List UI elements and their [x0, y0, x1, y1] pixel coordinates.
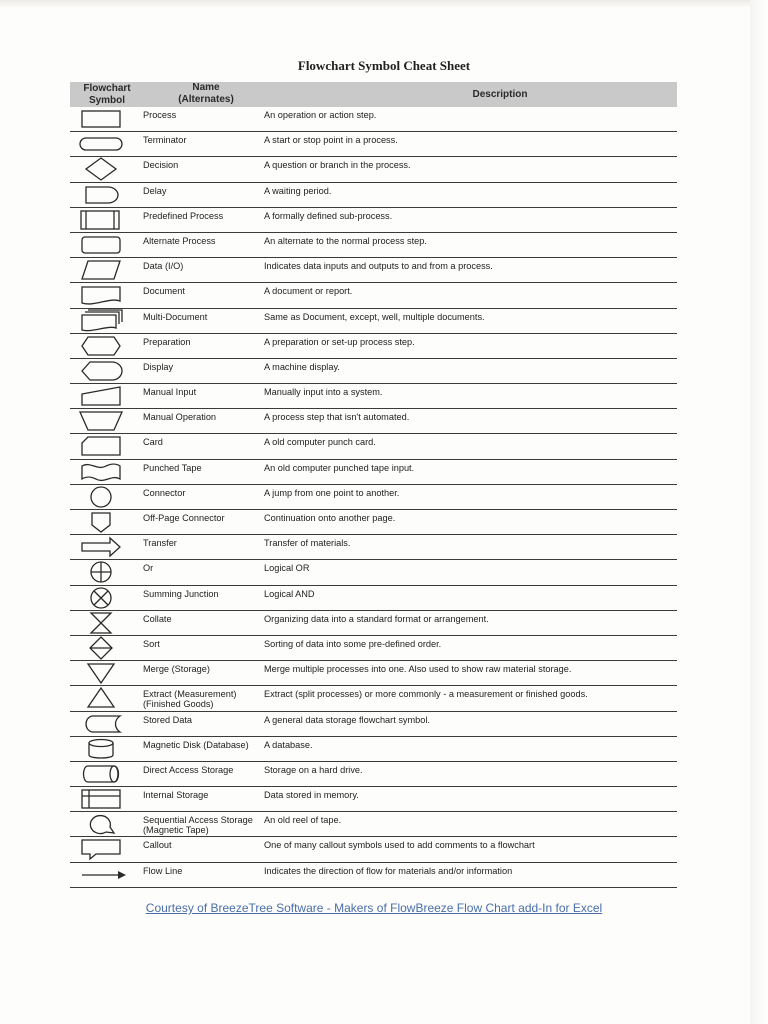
symbol-description: Extract (split processes) or more commonly - a measurement or finished goods.: [264, 689, 588, 700]
table-row: [70, 409, 677, 434]
symbol-name: Document: [143, 286, 185, 297]
table-row: [70, 510, 677, 535]
symbol-name: Merge (Storage): [143, 664, 210, 675]
off-page-connector-icon: [70, 510, 134, 534]
symbol-name: Display: [143, 361, 174, 372]
symbol-description: An old reel of tape.: [264, 815, 342, 826]
table-row: [70, 183, 677, 208]
symbol-name: Delay: [143, 185, 167, 196]
symbol-description: Storage on a hard drive.: [264, 764, 363, 775]
symbol-name: Predefined Process: [143, 210, 224, 221]
symbol-name: Data (I/O): [143, 261, 184, 272]
symbol-name: Off-Page Connector: [143, 513, 225, 523]
table-row: [70, 233, 677, 258]
stored-data-icon: [70, 712, 134, 736]
flow-line-icon: [70, 863, 134, 887]
extract-icon: [70, 686, 134, 710]
table-row: [70, 334, 677, 359]
symbol-description: A waiting period.: [264, 185, 332, 196]
symbol-name: Callout: [143, 840, 172, 851]
symbol-name: Direct Access Storage: [143, 764, 234, 775]
table-row: [70, 837, 677, 862]
symbol-name: Sequential Access Storage (Magnetic Tape): [143, 815, 253, 836]
symbol-description: A general data storage flowchart symbol.: [264, 714, 430, 725]
footer-credit-link[interactable]: Courtesy of BreezeTree Software - Makers of FlowBreeze Flow Chart add-In for Excel: [145, 901, 603, 915]
terminator-icon: [70, 132, 134, 156]
connector-icon: [70, 485, 134, 509]
header-symbol-line2: Symbol: [88, 95, 126, 106]
or-icon: [70, 560, 134, 584]
header-name: [166, 82, 246, 106]
table-row: [70, 460, 677, 485]
header-name-line1: Name: [192, 82, 220, 93]
symbol-description: Same as Document, except, well, multiple documents.: [264, 311, 485, 322]
scan-shadow-top: [0, 0, 768, 8]
summing-junction-icon: [70, 586, 134, 610]
symbol-name: Flow Line: [143, 865, 183, 876]
manual-input-icon: [70, 384, 134, 408]
symbol-description: Logical OR: [264, 563, 310, 574]
table-row: [70, 434, 677, 459]
symbol-description: Continuation onto another page.: [264, 513, 396, 523]
table-row: [70, 485, 677, 510]
scan-shadow-right: [750, 0, 768, 1024]
delay-icon: [70, 183, 134, 207]
symbol-name: Sort: [143, 638, 160, 649]
table-row: [70, 258, 677, 283]
table-row: [70, 132, 677, 157]
symbol-description: Sorting of data into some pre-defined order.: [264, 638, 442, 649]
symbol-name: Summing Junction: [143, 588, 219, 599]
symbol-name: Transfer: [143, 538, 177, 549]
symbol-name: Preparation: [143, 336, 191, 347]
table-row: [70, 586, 677, 611]
symbol-table: [70, 82, 677, 888]
data-io-icon: [70, 258, 134, 282]
symbol-description: Indicates the direction of flow for materials and/or information: [264, 865, 513, 876]
table-row: [70, 787, 677, 812]
symbol-name: Stored Data: [143, 714, 193, 725]
table-row: [70, 762, 677, 787]
table-row: [70, 661, 677, 686]
symbol-description: Indicates data inputs and outputs to and from a process.: [264, 261, 493, 272]
table-row: [70, 309, 677, 334]
multi-document-icon: [70, 309, 134, 333]
symbol-description: An alternate to the normal process step.: [264, 235, 427, 246]
collate-icon: [70, 611, 134, 635]
predefined-process-icon: [70, 208, 134, 232]
display-icon: [70, 359, 134, 383]
table-row: [70, 560, 677, 585]
symbol-description: A database.: [264, 739, 313, 750]
process-icon: [70, 107, 134, 131]
symbol-description: A machine display.: [264, 361, 340, 372]
transfer-icon: [70, 535, 134, 559]
table-row: [70, 686, 677, 711]
sort-icon: [70, 636, 134, 660]
table-row: [70, 359, 677, 384]
merge-icon: [70, 661, 134, 685]
table-row: [70, 157, 677, 182]
table-row: [70, 812, 677, 837]
table-row: [70, 863, 677, 888]
symbol-name: Card: [143, 437, 163, 448]
symbol-description: Logical AND: [264, 588, 315, 599]
symbol-description: One of many callout symbols used to add comments to a flowchart: [264, 840, 535, 851]
header-symbol: [82, 83, 132, 107]
alternate-process-icon: [70, 233, 134, 257]
table-row: [70, 611, 677, 636]
symbol-description: A old computer punch card.: [264, 437, 376, 448]
symbol-description: An operation or action step.: [264, 110, 377, 120]
sequential-access-storage-icon: [70, 812, 134, 836]
table-row: [70, 384, 677, 409]
symbol-description: Data stored in memory.: [264, 790, 359, 801]
table-row: [70, 636, 677, 661]
symbol-description: A formally defined sub-process.: [264, 210, 393, 221]
table-row: [70, 107, 677, 132]
symbol-description: A preparation or set-up process step.: [264, 336, 415, 347]
symbol-description: A jump from one point to another.: [264, 487, 400, 498]
internal-storage-icon: [70, 787, 134, 811]
symbol-name: Process: [143, 110, 177, 120]
magnetic-disk-icon: [70, 737, 134, 761]
header-name-line2: (Alternates): [178, 94, 234, 105]
symbol-name: Punched Tape: [143, 462, 202, 473]
symbol-name: Decision: [143, 160, 179, 171]
callout-icon: [70, 837, 134, 861]
symbol-description: A question or branch in the process.: [264, 160, 411, 171]
header-description: Description: [472, 89, 528, 100]
symbol-name: Collate: [143, 613, 172, 624]
symbol-description: Merge multiple processes into one. Also used to show raw material storage.: [264, 664, 572, 675]
symbol-name: Manual Operation: [143, 412, 217, 423]
symbol-description: Organizing data into a standard format or arrangement.: [264, 613, 489, 624]
symbol-description: A start or stop point in a process.: [264, 135, 398, 146]
table-row: [70, 535, 677, 560]
direct-access-storage-icon: [70, 762, 134, 786]
punched-tape-icon: [70, 460, 134, 484]
symbol-description: Transfer of materials.: [264, 538, 351, 549]
symbol-name: Manual Input: [143, 387, 197, 398]
symbol-name: Internal Storage: [143, 790, 209, 801]
table-row: [70, 208, 677, 233]
card-icon: [70, 434, 134, 458]
symbol-description: A process step that isn't automated.: [264, 412, 410, 423]
manual-operation-icon: [70, 409, 134, 433]
symbol-name: Multi-Document: [143, 311, 208, 322]
symbol-name: Connector: [143, 487, 186, 498]
symbol-name: Alternate Process: [143, 235, 216, 246]
symbol-name: Magnetic Disk (Database): [143, 739, 249, 750]
table-body: [70, 107, 677, 888]
symbol-description: An old computer punched tape input.: [264, 462, 415, 473]
symbol-description: Manually input into a system.: [264, 387, 383, 398]
header-symbol-line1: Flowchart: [83, 83, 131, 94]
table-header: [70, 82, 677, 107]
symbol-name: Or: [143, 563, 154, 574]
symbol-name: Extract (Measurement) (Finished Goods): [143, 689, 237, 710]
preparation-icon: [70, 334, 134, 358]
table-row: [70, 283, 677, 308]
decision-icon: [70, 157, 134, 181]
table-row: [70, 712, 677, 737]
page-title: Flowchart Symbol Cheat Sheet: [297, 58, 471, 73]
document-icon: [70, 283, 134, 307]
table-row: [70, 737, 677, 762]
symbol-name: Terminator: [143, 135, 187, 146]
symbol-description: A document or report.: [264, 286, 353, 297]
